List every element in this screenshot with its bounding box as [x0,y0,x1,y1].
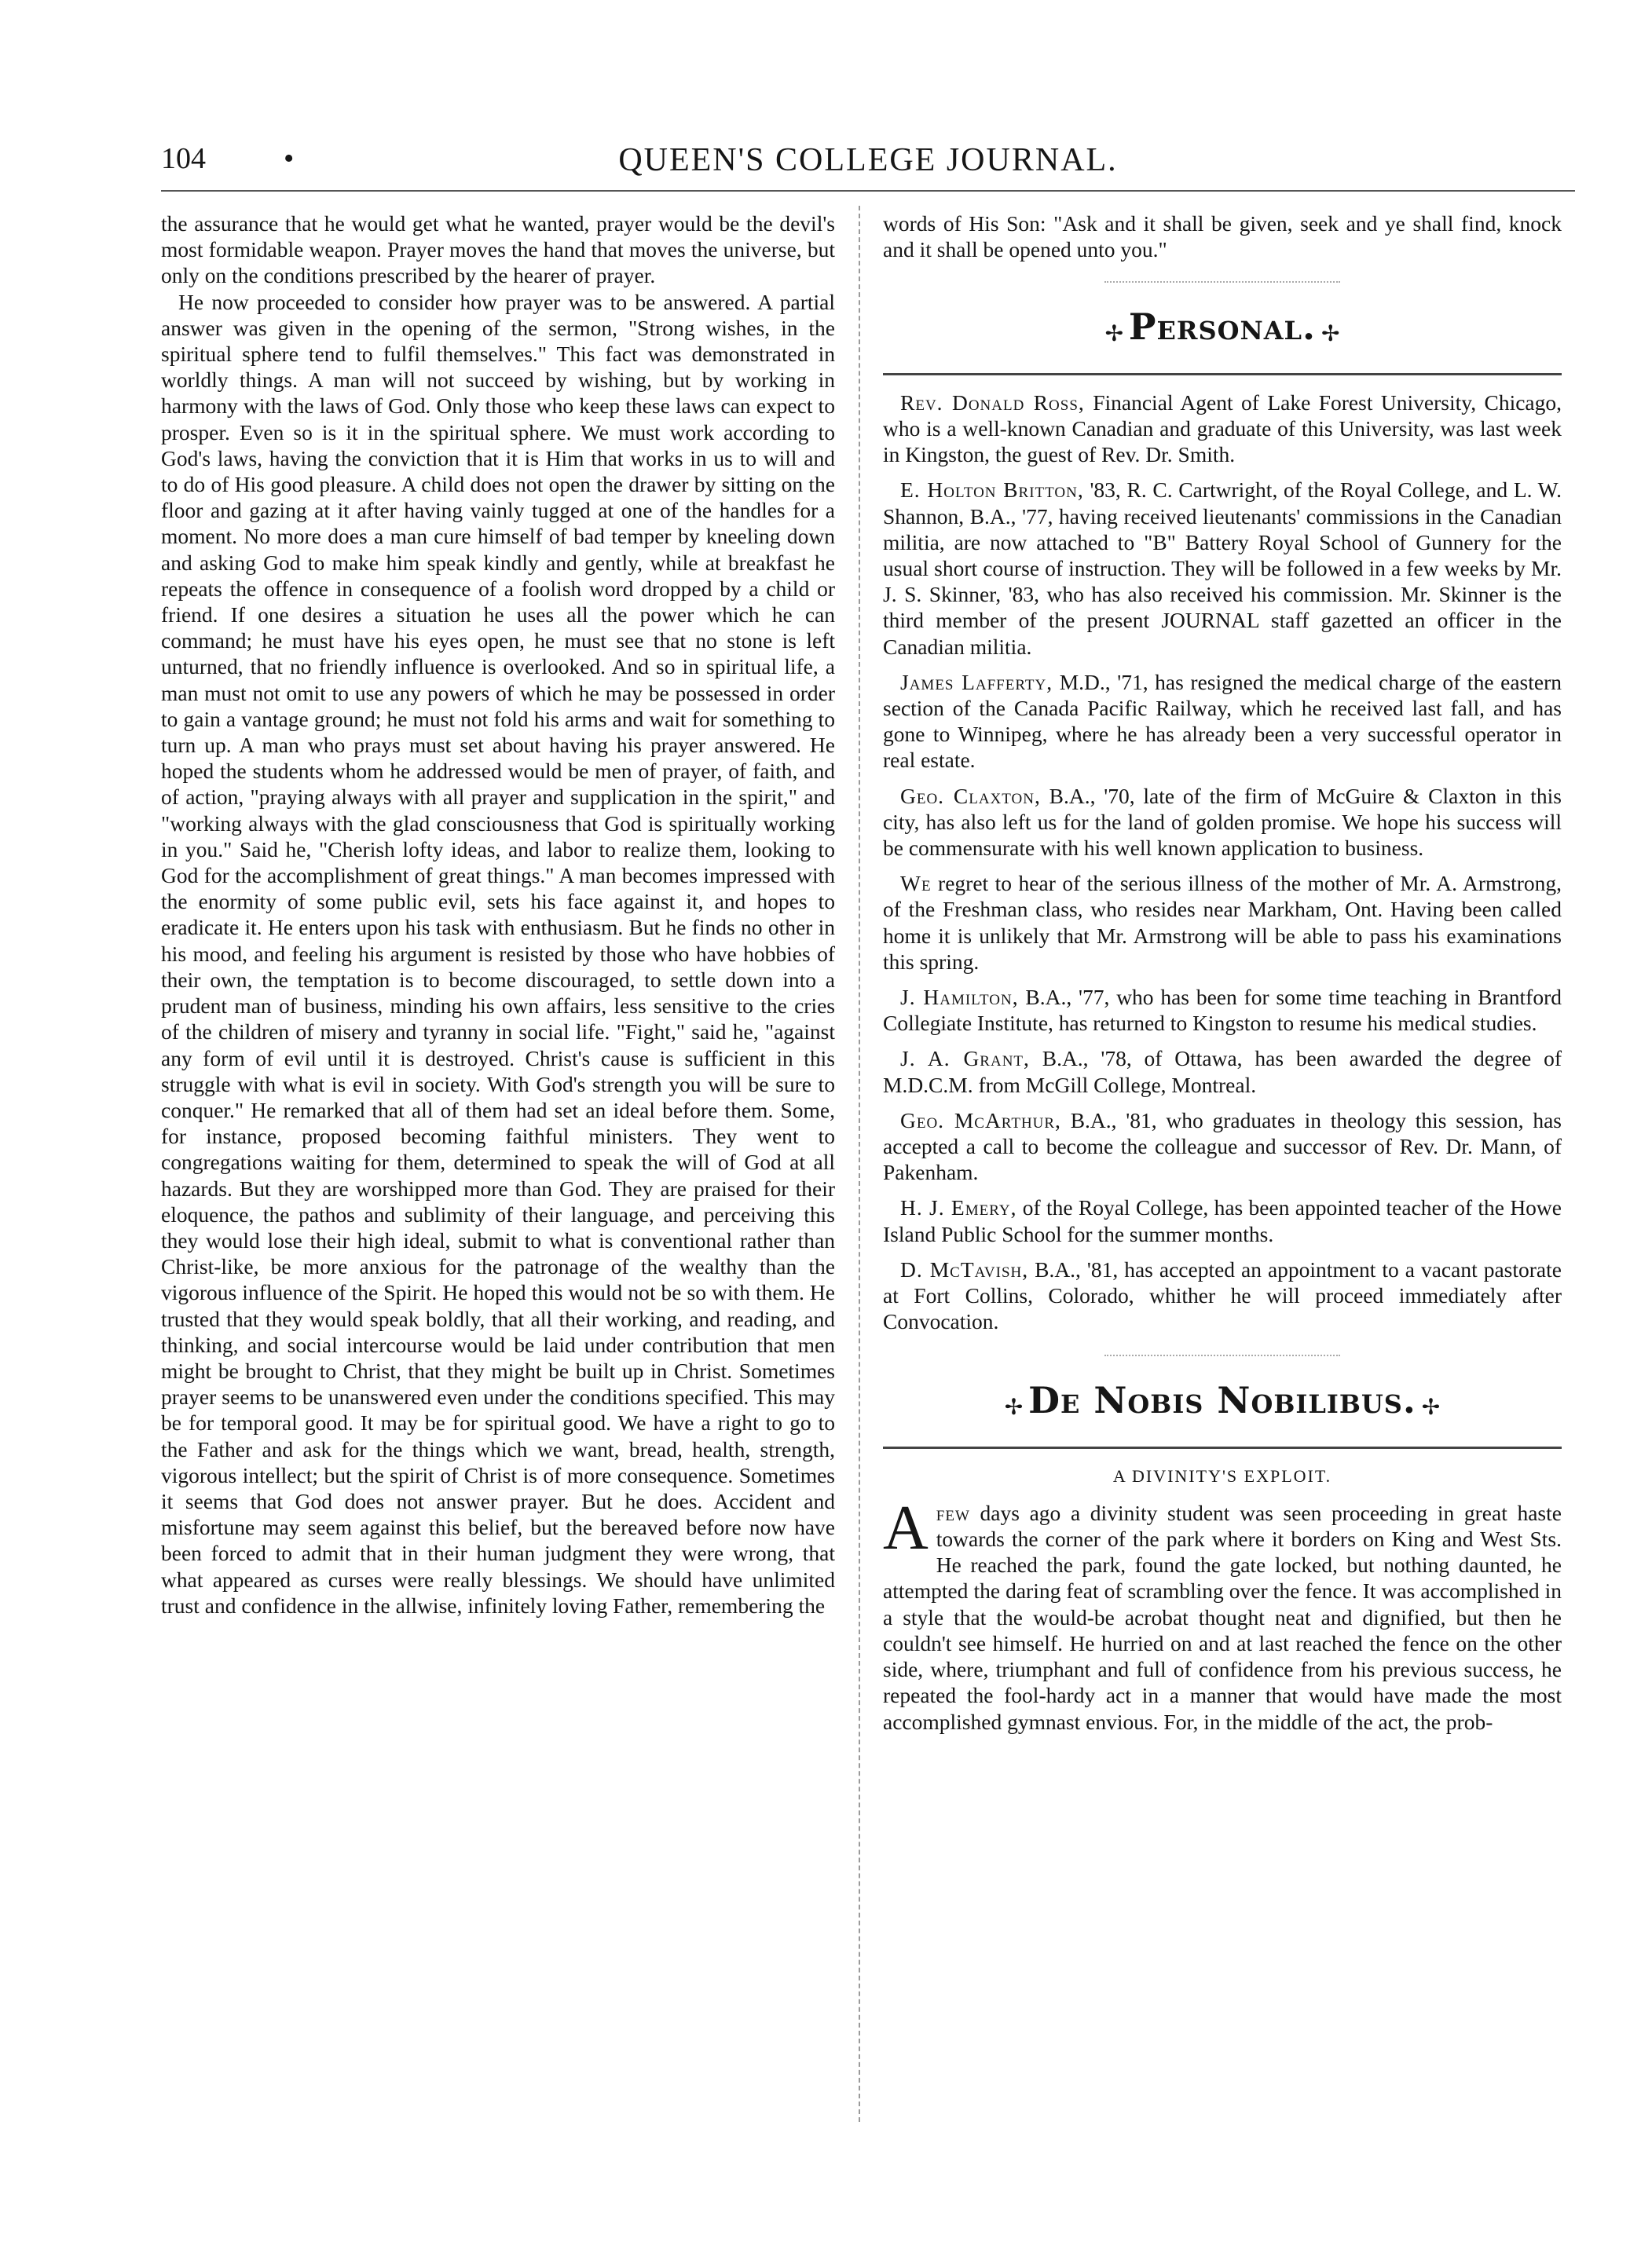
page-number: 104 [161,142,206,175]
sermon-paragraph-1: the assurance that he would get what he wanted, prayer would be the devil's most formidable weapon. Prayer moves the hand that moves the universe, but only on the conditions prescribed by the hearer of prayer. [161,211,835,288]
section-rule [883,373,1562,375]
ornament-icon: ✢ [1104,322,1124,347]
personal-item-name: Geo. McArthur, [900,1107,1061,1132]
personal-item-text: B.A., '81, who graduates in theology this session, has accepted a call to become the colleague and successor of Rev. Dr. Mann, of Pakenham. [883,1107,1562,1185]
header-rule [161,190,1575,192]
personal-item [883,1257,1562,1335]
personal-item-name: J. A. Grant, [900,1046,1030,1071]
right-column [883,210,1562,1735]
ornament-icon: ✢ [1421,1396,1441,1421]
personal-item [883,1107,1562,1186]
ornament-icon: ✢ [1004,1396,1024,1421]
personal-heading-text: Personal. [1128,305,1317,349]
personal-item [883,477,1562,659]
ornament-icon: ✢ [1320,322,1340,347]
left-column [161,210,835,1619]
section-rule [883,1447,1562,1449]
header-bullet: • [284,142,295,175]
nobis-heading [883,1379,1562,1422]
sermon-paragraph-2: He now proceeded to consider how prayer was to be answered. A partial answer was given in the opening of the sermon, "Strong wishes, in the spiritual sphere tend to fulfil themselves." This fact was demonstrated in worldly things. A man will not succeed by wishing, but by working in harmony with the laws of God. Only those who keep these laws can expect to prosper. Even so is it in the spiritual sphere. We must work according to God's laws, having the conviction that it is Him that works in us to will and to do of His good pleasure. A child does not open the drawer by sitting on the floor and gazing at it after having vainly tugged at one of the handles for a moment. No more does a man cure himself of bad temper by kneeling down and asking God to make him speak kindly and gently, while at breakfast he repeats the offence in consequence of a foolish word dropped by a child or friend. If one desires a situation he uses all the power which he can command; he must have his eyes open, he must see that no stone is left unturned, that no friendly influence is overlooked. And so in spiritual life, a man must not omit to use any powers of which he may be possessed in order to gain a vantage ground; he must not fold his arms and wait for something to turn up. A man who prays must set about having his prayer answered. He hoped the students whom he addressed would be men of prayer, of faith, and of action, "praying always with all prayer and supplication in the spirit," and "working always with the glad consciousness that God is spiritually working in you." Said he, "Cherish lofty ideas, and labor to realize them, looking to God for the accomplishment of great things." A man becomes impressed with the enormity of some public evil, sets his face against it, and hopes to eradicate it. He enters upon his task with enthusiasm. But he finds no other in his mood, and feeling his argument is resisted by those who have hobbies of their own, the temptation is to become discouraged, to settle down into a prudent man of business, minding his own affairs, less sensitive to the cries of the children of misery and tyranny in social life. "Fight," said he, "against any form of evil until it is destroyed. Christ's cause is sufficient in this struggle with what is evil in society. With God's strength you will be sure to conquer." He remarked that all of them had set an ideal before them. Some, for instance, proposed becoming faithful ministers. They went to congregations waiting for them, determined to speak the will of God at all hazards. But they are worshipped more than God. They are praised for their eloquence, the pathos and sublimity of their language, and perceiving this they would lose their high ideal, submit to what is conventional rather than Christ-like, be more anxious for the patronage of the wealthy than the vigorous influence of the Spirit. He hoped this would not be so with them. He trusted that they would speak boldly, that all their working, and reading, and thinking, and social intercourse would be laid under contribution that men might be brought to Christ, that they might be built up in Christ. Sometimes prayer seems to be unanswered even under the conditions specified. This may be for temporal good. It may be for spiritual good. We have a right to go to the Father and ask for the things which we want, bread, health, strength, vigorous intellect; but the spirit of Christ is of more consequence. Sometimes it seems that God does not answer prayer. But he does. Accident and misfortune may seem against this belief, but the bereaved before now have been forced to admit that in their human judgment they were wrong, that what appeared as curses were really blessings. We should have unlimited trust and confidence in the allwise, infinitely loving Father, remembering the [161,289,835,1618]
journal-title: QUEEN'S COLLEGE JOURNAL. [618,142,1118,178]
personal-item [883,1194,1562,1246]
personal-item-text: B.A., '77, who has been for some time teaching in Brantford Collegiate Institute, has returned to Kingston to resume his medical studies. [883,984,1562,1036]
personal-item-text: M.D., '71, has resigned the medical charge of the eastern section of the Canada Pacific Railway, which he received last fall, and has gone to Winnipeg, where he has already been a very successful operator in real estate. [883,669,1562,773]
personal-item-text: regret to hear of the serious illness of the mother of Mr. A. Armstrong, of the Freshman class, who resides near Markham, Ont. Having been called home it is unlikely that Mr. Armstrong will be able to pass his examinations this spring. [883,871,1562,974]
personal-item-text: '83, R. C. Cartwright, of the Royal College, and L. W. Shannon, B.A., '77, having received lieutenants' commissions in the Canadian militia, are now attached to "B" Battery Royal School of Gunnery for the usual short course of instruction. They will be followed in a few weeks by Mr. J. S. Skinner, '83, who has also received his commission. Mr. Skinner is the third member of the present JOURNAL staff gazetted an officer in the Canadian militia. [883,477,1562,659]
personal-item-name: E. Holton Britton, [900,477,1084,503]
personal-item [883,669,1562,774]
personal-item-name: Geo. Claxton, [900,783,1041,808]
personal-item-text: Financial Agent of Lake Forest University, Chicago, who is a well-known Canadian and graduate of this University, was last week in Kingston, the guest of Rev. Dr. Smith. [883,390,1562,467]
personal-heading [883,305,1562,349]
article-first-word: few [936,1500,970,1525]
personal-item-name: J. Hamilton, [900,984,1019,1009]
personal-item-name: Rev. Donald Ross, [900,390,1085,415]
personal-item-text: B.A., '70, late of the firm of McGuire & Claxton in this city, has also left us for the land of golden promise. We hope his success will be commensurate with his well known application to business. [883,783,1562,860]
article-text: days ago a divinity student was seen proceeding in great haste towards the corner of the park where it borders on King and West Sts. He reached the park, found the gate locked, but nothing daunted, he attempted the daring feat of scrambling over the fence. It was accomplished in a style that the would-be acrobat thought neat and dignified, but then he couldn't see himself. He hurried on and at last reached the fence on the other side, where, triumphant and full of confidence from his previous success, he repeated the fool-hardy act in a manner that would have made the most accomplished gymnast envious. For, in the middle of the act, the prob- [883,1500,1562,1734]
drop-cap: A [883,1493,929,1563]
article-subheading: A DIVINITY'S EXPLOIT. [1112,1465,1332,1486]
column-divider [859,206,860,2122]
personal-items [883,390,1562,1335]
separator-rule [1104,1355,1340,1356]
separator-rule [1104,281,1340,283]
personal-item-text: of the Royal College, has been appointed teacher of the Howe Island Public School for the summer months. [883,1195,1562,1246]
personal-item-name: James Lafferty, [900,669,1053,694]
personal-item-text: B.A., '81, has accepted an appointment to a vacant pastorate at Fort Collins, Colorado, whither he will proceed immediately after Convocation. [883,1257,1562,1334]
personal-item [883,870,1562,975]
personal-item-name: H. J. Emery, [900,1195,1017,1220]
article-body [883,1493,1562,1735]
personal-item-text: B.A., '78, of Ottawa, has been awarded the degree of M.D.C.M. from McGill College, Montreal. [883,1046,1562,1097]
personal-item [883,783,1562,861]
nobis-heading-text: De Nobis Nobilibus. [1028,1379,1416,1422]
sermon-continuation: words of His Son: "Ask and it shall be given, seek and ye shall find, knock and it shall be opened unto you." [883,211,1562,262]
personal-item [883,390,1562,468]
personal-item [883,984,1562,1036]
personal-item-name: We [900,871,932,896]
page-header [161,141,1575,188]
personal-item-name: D. McTavish, [900,1257,1029,1282]
personal-item [883,1045,1562,1097]
